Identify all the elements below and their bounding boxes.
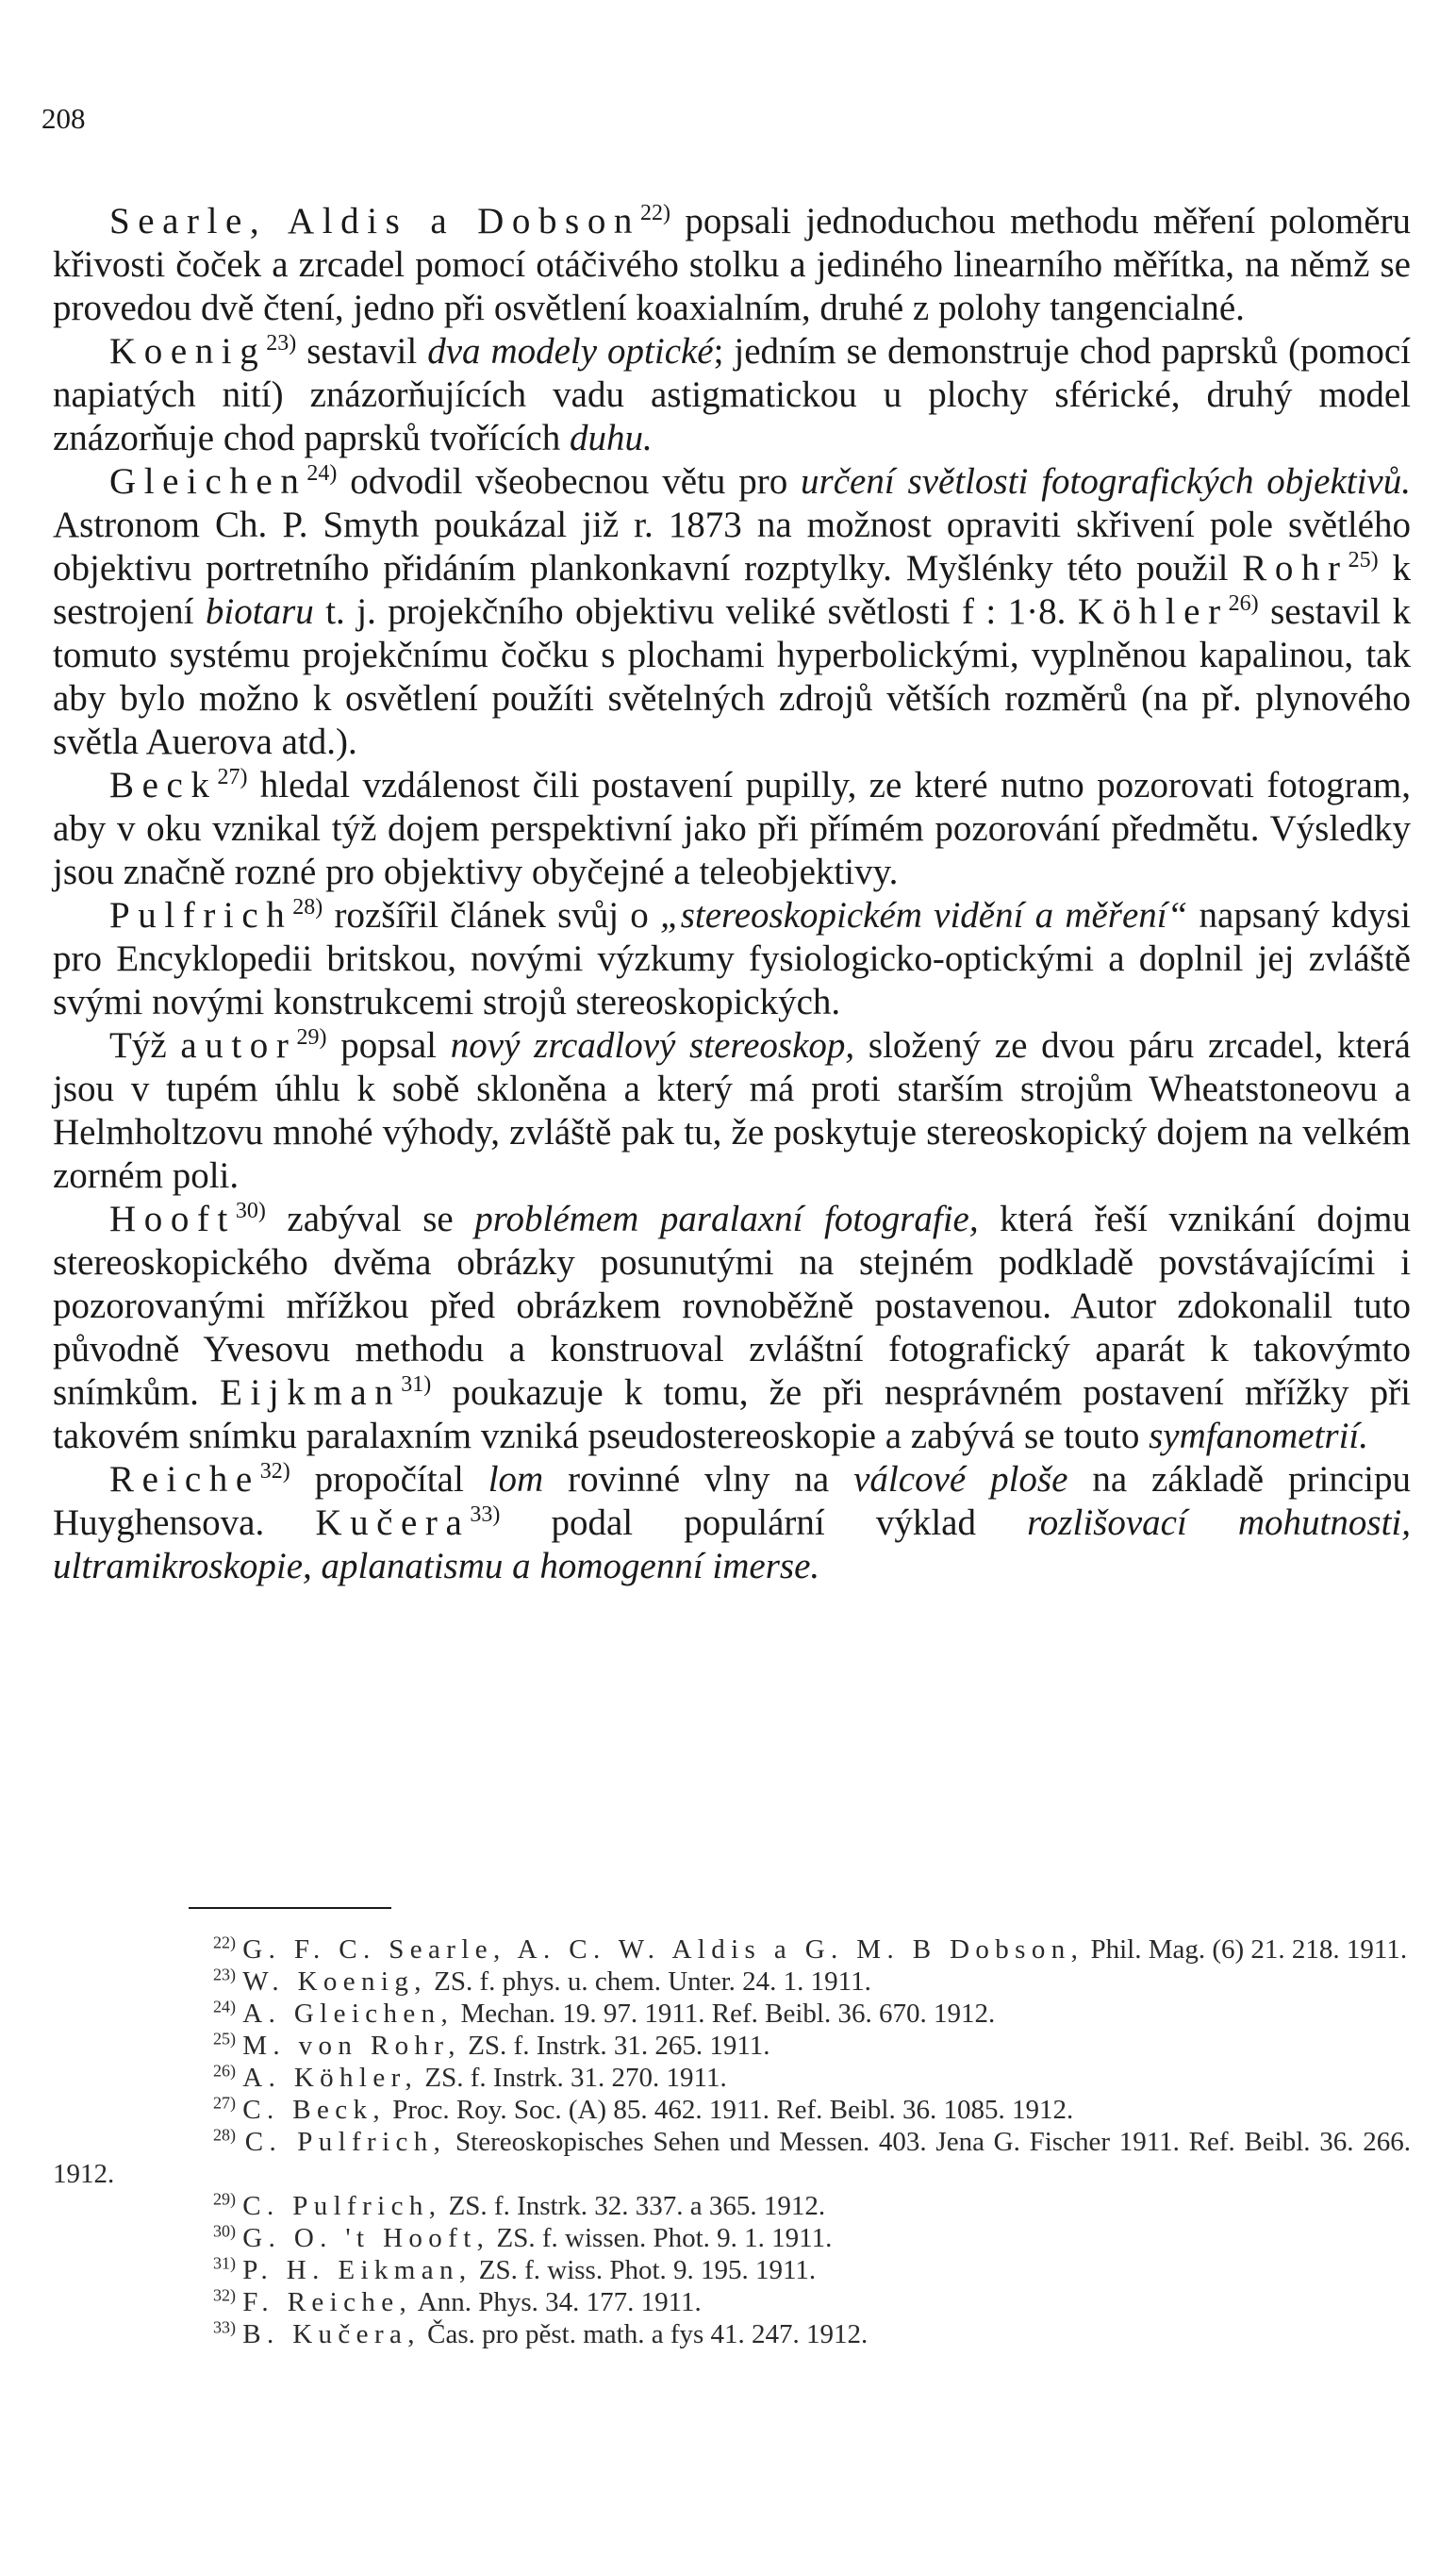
footnote-30 — [53, 2222, 1411, 2254]
paragraph-text: sestavil k tomuto systému projekčnímu čočku s plochami hyperbolickými, vyplněnou kapalinou, tak aby bylo možno k osvětlení použíti světelných zdrojů větších rozměrů (na př. plynového světla Auerova atd.). — [53, 591, 1412, 762]
footnote-28 — [53, 2126, 1411, 2190]
footnote-ref: 32) — [259, 1459, 290, 1484]
footnote-author: C. Pulfrich, — [244, 2127, 447, 2157]
paragraph-text: podal populární výklad — [500, 1502, 1028, 1543]
footnote-33 — [53, 2318, 1411, 2350]
footnote-number: 27) — [213, 2093, 236, 2113]
paragraph-searle — [53, 200, 1411, 330]
author-name: Köhler — [1077, 591, 1229, 632]
emphasis-text: duhu. — [569, 418, 653, 458]
footnote-citation: Phil. Mag. (6) 21. 218. 1911. — [1084, 1934, 1408, 1965]
paragraph-hooft — [53, 1198, 1411, 1458]
paragraph-koenig — [53, 330, 1411, 460]
footnote-29 — [53, 2190, 1411, 2222]
footnote-number: 29) — [213, 2189, 236, 2209]
paragraph-text: ; jedním se demonstruje chod paprsků (pomocí napiatých nití) znázorňujících vadu astigmatickou u plochy sférické, druhý model znázorňuje chod paprsků tvořících — [53, 331, 1412, 458]
footnote-number: 33) — [213, 2317, 236, 2337]
author-name: Pulfrich — [109, 895, 293, 936]
footnote-25 — [53, 2030, 1411, 2062]
footnote-citation: Ann. Phys. 34. 177. 1911. — [412, 2287, 702, 2317]
paragraph-tyz-autor — [53, 1024, 1411, 1198]
footnote-citation: ZS. f. wissen. Phot. 9. 1. 1911. — [489, 2223, 833, 2253]
footnote-ref: 26) — [1228, 591, 1259, 616]
footnote-citation: Proc. Roy. Soc. (A) 85. 462. 1911. Ref. Beibl. 36. 1085. 1912. — [385, 2095, 1074, 2125]
emphasis-text: problémem paralaxní fotografie, — [474, 1199, 979, 1239]
paragraph-text: odvodil všeobecnou větu pro — [337, 461, 802, 502]
main-text — [53, 200, 1411, 1588]
footnote-number: 26) — [213, 2061, 236, 2081]
author-name: Searle, Aldis a Dobson — [109, 201, 640, 241]
author-name: Koenig — [109, 331, 267, 372]
paragraph-text: Týž — [109, 1025, 181, 1066]
author-name: autor — [180, 1025, 297, 1066]
paragraph-text: na základě principu Huyghensova. — [53, 1459, 1411, 1543]
footnote-ref: 30) — [235, 1199, 266, 1223]
paragraph-beck — [53, 764, 1411, 894]
paragraph-text: rozšířil článek svůj o — [323, 895, 660, 936]
footnote-31 — [53, 2254, 1411, 2286]
footnote-author: C. Beck, — [242, 2095, 386, 2125]
footnote-author: C. Pulfrich, — [242, 2191, 442, 2221]
paragraph-gleichen — [53, 460, 1411, 764]
paragraph-text: popsali jednoduchou methodu měření poloměru křivosti čoček a zrcadel pomocí otáčivého stolku a jediného linearního měřítka, na němž se provedou dvě čtení, jedno při osvětlení koaxialním, druhé z polohy tangencialné. — [53, 201, 1412, 328]
footnote-number: 24) — [213, 1997, 236, 2016]
footnote-number: 28) — [213, 2125, 236, 2145]
footnote-ref: 23) — [266, 331, 297, 356]
footnote-26 — [53, 2062, 1411, 2094]
paragraph-text: rovinné vlny na — [543, 1459, 854, 1500]
footnote-ref: 25) — [1348, 548, 1379, 572]
footnote-citation: Stereoskopisches Sehen und Messen. 403. Jena G. Fischer 1911. Ref. Beibl. 36. 266. 1912. — [53, 2127, 1412, 2189]
footnote-ref: 31) — [401, 1372, 432, 1397]
paragraph-text: která řeší vznikání dojmu stereoskopického dvěma obrázky posunutými na stejném podkladě povstávajícími i pozorovanými mřížkou před obrázkem rovnoběžně postavenou. Autor zdokonalil tuto původně Yvesovu methodu a konstruoval zvláštní fotografický aparát k takovýmto snímkům. — [53, 1199, 1411, 1413]
footnote-ref: 24) — [306, 461, 338, 486]
footnote-author: B. Kučera, — [242, 2319, 421, 2349]
footnote-number: 23) — [213, 1965, 236, 1984]
paragraph-text: propočítal — [290, 1459, 488, 1500]
footnote-number: 30) — [213, 2221, 236, 2241]
footnote-citation: ZS. f. wiss. Phot. 9. 195. 1911. — [472, 2255, 817, 2285]
footnote-32 — [53, 2286, 1411, 2318]
emphasis-text: nový zrcadlový stereoskop, — [450, 1025, 855, 1066]
footnote-citation: ZS. f. Instrk. 31. 265. 1911. — [460, 2031, 770, 2061]
footnote-author: F. Reiche, — [242, 2287, 413, 2317]
footnote-number: 31) — [213, 2253, 236, 2273]
footnote-ref: 28) — [292, 895, 323, 920]
footnote-ref: 22) — [639, 201, 670, 225]
paragraph-text: hledal vzdálenost čili postavení pupilly, ze které nutno pozorovati fotogram, aby v oku vznikal týž dojem perspektivní jako při přímém pozorování předmětu. Výsledky jsou značně rozné pro objektivy obyčejné a teleobjektivy. — [53, 765, 1411, 892]
paragraph-text: popsal — [326, 1025, 451, 1066]
footnotes — [53, 1933, 1411, 2350]
emphasis-text: dva modely optické — [427, 331, 714, 372]
paragraph-text: Astronom Ch. P. Smyth poukázal již r. 1873 na možnost opraviti skřivení pole světlého objektivu portretního přidáním plankonkavní rozptylky. Myšlénky této použil — [53, 505, 1411, 589]
emphasis-text: „stereoskopickém vidění a měření“ — [660, 895, 1188, 936]
footnote-author: G. F. C. Searle, A. C. W. Aldis a G. M. B Dobson, — [242, 1934, 1084, 1965]
footnote-22 — [53, 1933, 1411, 1966]
footnote-number: 25) — [213, 2029, 236, 2049]
footnote-author: A. Gleichen, — [242, 1999, 455, 2029]
footnote-citation: Čas. pro pěst. math. a fys 41. 247. 1912. — [420, 2319, 869, 2349]
footnote-ref: 33) — [470, 1502, 501, 1527]
emphasis-text: rozlišovací mohutnosti, ultramikroskopie, aplanatismu a homogenní imerse. — [53, 1502, 1411, 1586]
emphasis-text: lom — [488, 1459, 544, 1500]
author-name: Rohr — [1242, 548, 1348, 589]
paragraph-text: napsaný kdysi pro Encyklopedii britskou, novými výzkumy fysiologicko-optickými a doplnil jej zvláště svými novými konstrukcemi strojů stereoskopických. — [53, 895, 1412, 1022]
footnote-27 — [53, 2094, 1411, 2126]
author-name: Kučera — [315, 1502, 471, 1543]
author-name: Eijkman — [220, 1372, 402, 1413]
footnote-author: A. Köhler, — [242, 2063, 419, 2093]
author-name: Reiche — [109, 1459, 260, 1500]
paragraph-text: zabýval se — [265, 1199, 475, 1239]
paragraph-text: složený ze dvou páru zrcadel, která jsou v tupém úhlu k sobě skloněna a který má proti starším strojům Wheatstoneovu a Helmholtzovu mnohé výhody, zvláště pak tu, že poskytuje stereoskopický dojem na velkém zorném poli. — [53, 1025, 1411, 1196]
footnote-number: 32) — [213, 2285, 236, 2305]
footnote-24 — [53, 1998, 1411, 2030]
footnote-author: G. O. 't Hooft, — [242, 2223, 490, 2253]
footnote-citation: ZS. f. Instrk. 32. 337. a 365. 1912. — [441, 2191, 826, 2221]
paragraph-pulfrich — [53, 894, 1411, 1024]
author-name: Gleichen — [109, 461, 307, 502]
footnote-author: M. von Rohr, — [242, 2031, 461, 2061]
emphasis-text: určení světlosti fotografických objektivů. — [801, 461, 1411, 502]
page-number: 208 — [41, 102, 86, 135]
footnote-23 — [53, 1966, 1411, 1998]
emphasis-text: symfanometrií. — [1149, 1416, 1369, 1456]
paragraph-text: poukazuje k tomu, že při nesprávném postavení mřížky při takovém snímku paralaxním vzniká pseudostereoskopie a zabývá se touto — [53, 1372, 1411, 1456]
footnote-divider — [189, 1907, 391, 1909]
footnote-citation: ZS. f. phys. u. chem. Unter. 24. 1. 1911. — [426, 1966, 871, 1997]
paragraph-text: t. j. projekčního objektivu veliké světlosti f : 1·8. — [313, 591, 1078, 632]
paragraph-reiche — [53, 1458, 1411, 1588]
footnote-citation: ZS. f. Instrk. 31. 270. 1911. — [418, 2063, 727, 2093]
footnote-author: W. Koenig, — [242, 1966, 427, 1997]
footnote-ref: 29) — [296, 1025, 327, 1050]
paragraph-text: k sestrojení — [53, 548, 1411, 632]
footnote-citation: Mechan. 19. 97. 1911. Ref. Beibl. 36. 670. 1912. — [454, 1999, 996, 2029]
paragraph-text: sestavil — [296, 331, 428, 372]
author-name: Beck — [109, 765, 218, 805]
footnote-number: 22) — [213, 1933, 236, 1952]
emphasis-text: biotaru — [205, 591, 314, 632]
footnote-author: P. H. Eikman, — [242, 2255, 472, 2285]
emphasis-text: válcové ploše — [853, 1459, 1068, 1500]
footnote-ref: 27) — [217, 765, 248, 789]
author-name: Hooft — [109, 1199, 236, 1239]
